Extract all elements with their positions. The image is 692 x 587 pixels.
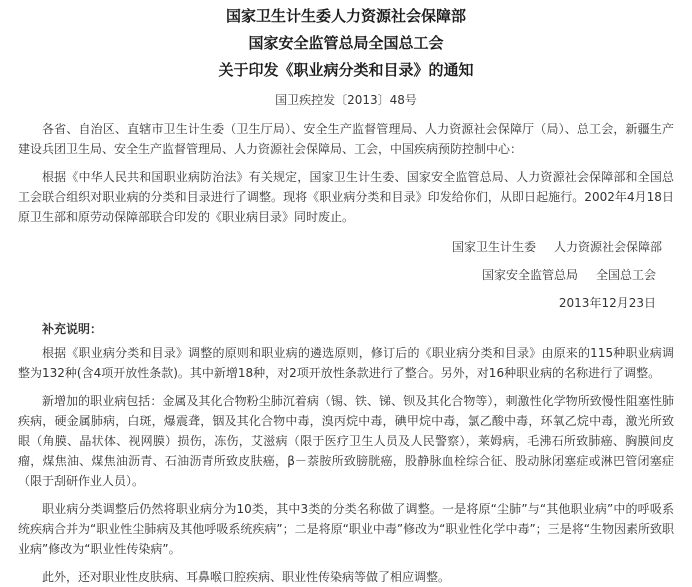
title-line-issuers-2: 国家安全监管总局全国总工会 [248, 34, 444, 52]
signer-trade-union: 全国总工会 [595, 268, 656, 282]
title-line-subject: 关于印发《职业病分类和目录》的通知 [218, 61, 474, 79]
signer-health-commission: 国家卫生计生委 [451, 240, 536, 254]
supplement-paragraph-3: 职业病分类调整后仍然将职业病分为10类，其中3类的分类名称做了调整。一是将原“尘肺”与“其他职业病”中的呼吸系统疾病合并为“职业性尘肺病及其他呼吸系统疾病”；二是将原“职业中毒”修改为“职业性化学中毒”；三是将“生物因素所致职业病”修改为“职业性传染病”。 [18, 502, 674, 556]
signer-safety-administration: 国家安全监管总局 [481, 268, 578, 282]
signature-line-2 [18, 265, 674, 285]
document-title [18, 0, 674, 84]
supplement-paragraph-2: 新增加的职业病包括：金属及其化合物粉尘肺沉着病（锡、铁、锑、钡及其化合物等），刺激性化学物所致慢性阻塞性肺疾病，硬金属肺病，白斑，爆震聋，铟及其化合物中毒，溴丙烷中毒，碘甲烷中毒，氯乙酸中毒，环氧乙烷中毒，激光所致眼（角膜、晶状体、视网膜）损伤，冻伤，艾滋病（限于医疗卫生人员及人民警察），莱姆病，毛沸石所致肺癌、胸膜间皮瘤，煤焦油、煤焦油沥青、石油沥青所致皮肤癌，β－萘胺所致膀胱癌，股静脉血栓综合征、股动脉闭塞症或淋巴管闭塞症（限于刮研作业人员）。 [18, 394, 674, 488]
signature-line-1 [18, 237, 674, 257]
supplement-paragraph-4: 此外，还对职业性皮肤病、耳鼻喉口腔疾病、职业性传染病等做了相应调整。 [42, 570, 451, 584]
supplement-heading: 补充说明： [42, 322, 103, 336]
document-number: 国卫疾控发〔2013〕48号 [275, 93, 417, 107]
supplement-paragraph-1: 根据《职业病分类和目录》调整的原则和职业病的遴选原则，修订后的《职业病分类和目录》由原来的115种职业病调整为132种(含4项开放性条款)。其中新增18种，对2项开放性条款进行了整合。另外，对16种职业病的名称进行了调整。 [18, 346, 674, 380]
addressee-paragraph: 各省、自治区、直辖市卫生计生委（卫生厅局）、安全生产监督管理局、人力资源社会保障厅（局）、总工会，新疆生产建设兵团卫生局、安全生产监督管理局、人力资源社会保障局、工会，中国疾病预防控制中心： [18, 122, 674, 156]
body-paragraph: 根据《中华人民共和国职业病防治法》有关规定，国家卫生计生委、国家安全监管总局、人力资源社会保障部和全国总工会联合组织对职业病的分类和目录进行了调整。现将《职业病分类和目录》印发给你们，从即日起施行。2002年4月18日原卫生部和原劳动保障部联合印发的《职业病目录》同时废止。 [18, 170, 674, 224]
title-line-issuers-1: 国家卫生计生委人力资源社会保障部 [225, 7, 466, 25]
signature-date: 2013年12月23日 [558, 296, 656, 310]
signer-human-resources: 人力资源社会保障部 [553, 240, 662, 254]
